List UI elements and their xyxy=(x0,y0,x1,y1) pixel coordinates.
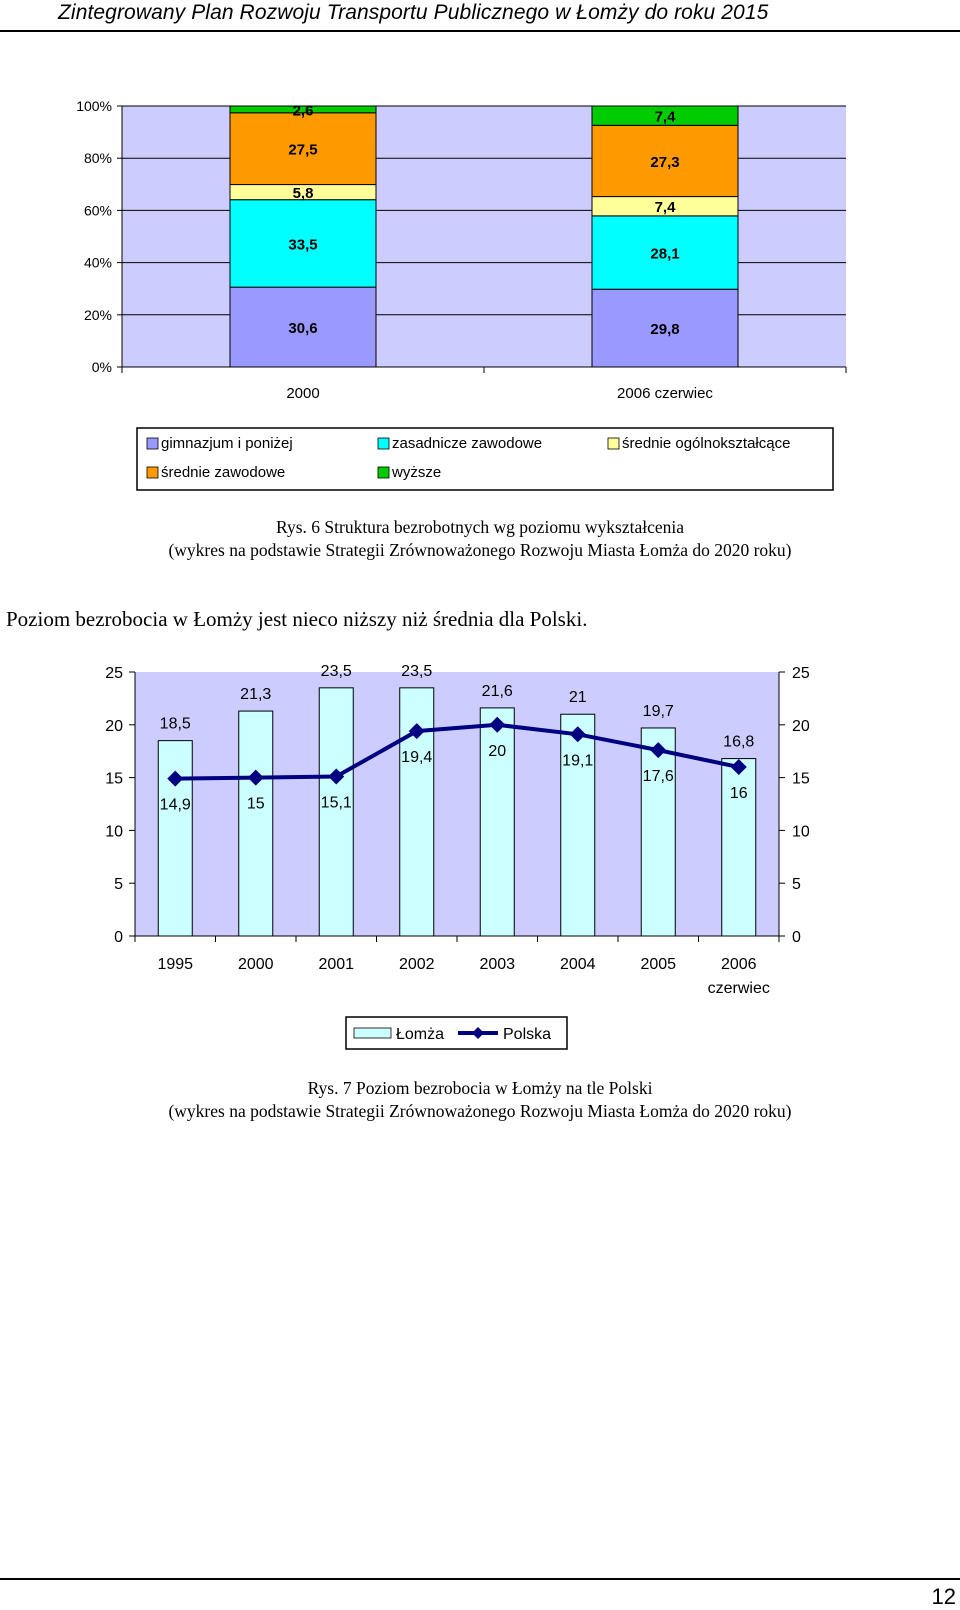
data-label: 27,5 xyxy=(288,141,318,159)
data-label: 33,5 xyxy=(288,236,318,254)
bar-lomza xyxy=(641,728,675,936)
bar-lomza xyxy=(158,741,192,936)
data-label: 28,1 xyxy=(650,245,680,263)
footer-rule xyxy=(0,1578,960,1580)
bar-lomza xyxy=(319,688,353,936)
y-tick-label-left: 0 xyxy=(114,929,123,946)
bar-data-label: 19,7 xyxy=(642,702,674,720)
x-tick-label: 2005 xyxy=(640,956,677,973)
header-title: Zintegrowany Plan Rozwoju Transportu Publicznego w Łomży do roku 2015 xyxy=(58,1,769,24)
y-tick-label-left: 10 xyxy=(105,823,123,841)
x-tick-label: 2003 xyxy=(479,956,516,973)
line-data-label: 14,9 xyxy=(159,796,191,814)
legend-label: średnie ogólnokształcące xyxy=(622,435,791,452)
bar-data-label: 23,5 xyxy=(401,662,433,680)
x-tick-label: 2001 xyxy=(318,956,355,973)
figure-6-caption-line1: Rys. 6 Struktura bezrobotnych wg poziomu wykształcenia xyxy=(275,517,685,537)
x-tick-sublabel: czerwiec xyxy=(707,980,770,997)
line-data-label: 15 xyxy=(246,795,265,813)
legend-swatch xyxy=(608,438,619,449)
y-tick-label-right: 10 xyxy=(792,823,810,841)
y-tick-label: 40% xyxy=(83,254,112,271)
data-label: 2,6 xyxy=(292,102,314,120)
x-tick-label: 2004 xyxy=(559,956,596,973)
line-data-label: 17,6 xyxy=(642,768,674,786)
data-label: 30,6 xyxy=(288,320,318,338)
legend-swatch xyxy=(147,467,158,478)
plot-area xyxy=(135,672,779,936)
data-label: 27,3 xyxy=(650,153,680,171)
y-tick-label: 60% xyxy=(83,202,112,219)
y-tick-label-right: 20 xyxy=(792,717,810,735)
unemployment-rate-chart xyxy=(0,650,960,1070)
data-label: 5,8 xyxy=(292,185,314,203)
bar-data-label: 21 xyxy=(568,689,587,707)
y-tick-label-left: 25 xyxy=(105,665,123,682)
data-label: 7,4 xyxy=(654,108,676,126)
y-tick-label-right: 25 xyxy=(792,665,810,682)
x-tick-label: 1995 xyxy=(157,956,194,973)
y-tick-label-right: 15 xyxy=(792,770,810,788)
line-data-label: 15,1 xyxy=(320,794,352,812)
y-tick-label-right: 5 xyxy=(792,876,801,894)
y-tick-label: 20% xyxy=(83,306,112,323)
bar-data-label: 23,5 xyxy=(320,662,352,680)
y-tick-label-left: 20 xyxy=(105,717,123,735)
bar-lomza xyxy=(561,714,595,936)
x-tick-label: 2002 xyxy=(398,956,435,973)
y-tick-label-right: 0 xyxy=(792,929,801,946)
legend-label: Łomża xyxy=(396,1026,445,1043)
legend-swatch-lomza xyxy=(354,1028,391,1038)
line-data-label: 20 xyxy=(488,742,507,760)
line-data-label: 19,1 xyxy=(562,752,594,770)
bar-data-label: 21,6 xyxy=(481,682,513,700)
line-data-label: 16 xyxy=(729,785,748,803)
figure-6-caption xyxy=(0,516,960,562)
y-tick-label: 0% xyxy=(91,359,112,375)
x-tick-label: 2000 xyxy=(237,956,274,973)
legend-label: zasadnicze zawodowe xyxy=(392,435,543,452)
legend-swatch xyxy=(378,467,389,478)
figure-7-caption-line2: (wykres na podstawie Strategii Zrównoważonego Rozwoju Miasta Łomża do 2020 roku) xyxy=(168,1101,792,1121)
y-tick-label: 100% xyxy=(76,98,112,114)
header-rule xyxy=(0,30,960,32)
y-tick-label-left: 15 xyxy=(105,770,123,788)
line-data-label: 19,4 xyxy=(401,749,433,767)
legend-label: średnie zawodowe xyxy=(161,464,286,481)
x-tick-label: 2006 czerwiec xyxy=(617,385,713,402)
legend-swatch xyxy=(378,438,389,449)
legend-swatch xyxy=(147,438,158,449)
data-label: 7,4 xyxy=(654,199,676,217)
legend-label: Polska xyxy=(503,1026,552,1043)
figure-7-caption xyxy=(0,1077,960,1123)
y-tick-label-left: 5 xyxy=(114,876,123,894)
x-tick-label: 2006 xyxy=(720,956,757,973)
legend-label: gimnazjum i poniżej xyxy=(161,435,293,452)
bar-data-label: 21,3 xyxy=(240,686,272,704)
page-number: 12 xyxy=(931,1584,956,1609)
figure-7-caption-line1: Rys. 7 Poziom bezrobocia w Łomży na tle Polski xyxy=(307,1078,653,1098)
x-tick-label: 2000 xyxy=(286,385,320,402)
y-tick-label: 80% xyxy=(83,150,112,167)
figure-6-caption-line2: (wykres na podstawie Strategii Zrównoważonego Rozwoju Miasta Łomża do 2020 roku) xyxy=(168,540,792,560)
bar-lomza xyxy=(239,711,273,936)
data-label: 29,8 xyxy=(650,321,680,339)
bar-data-label: 16,8 xyxy=(723,733,755,751)
education-structure-chart xyxy=(0,80,960,500)
page-header xyxy=(0,0,960,34)
body-paragraph: Poziom bezrobocia w Łomży jest nieco niższy niż średnia dla Polski. xyxy=(6,607,588,631)
bar-data-label: 18,5 xyxy=(159,715,191,733)
legend-label: wyższe xyxy=(392,464,442,481)
